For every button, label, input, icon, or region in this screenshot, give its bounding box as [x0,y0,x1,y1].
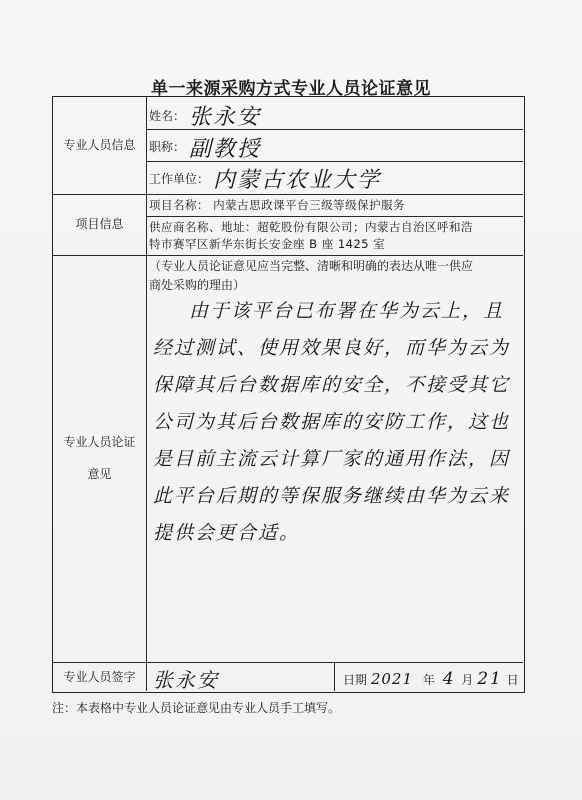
title-handwritten: 副教授 [189,137,262,162]
date-label: 日期 [343,673,368,687]
date-month: 4 [442,669,456,689]
supplier-line-1: 供应商名称、地址：超乾股份有限公司；内蒙古自治区呼和浩 [149,220,473,234]
date-field: 日期 2021 年 4 月 21 日 [343,669,519,689]
opinion-handwritten-text: 由于该平台已布署在华为云上，且经过测试、使用效果良好，而华为云为保障其后台数据库的安全，不接受其它公司为其后台数据库的安防工作，这也是目前主流云计算厂家的通用作法，因此平台后期的等保服务继续由华为云来提供会更合适。 [153,300,511,544]
footnote: 注：本表格中专业人员论证意见由专业人员手工填写。 [52,701,341,715]
supplier-line-2: 特市赛罕区新华东街长安金座 B 座 1425 室 [149,237,386,251]
employer-label: 工作单位： [149,172,210,186]
project-info-label: 项目信息 [75,217,124,231]
opinion-prompt: （专业人员论证意见应当完整、清晰和明确的表达从唯一供应 商处采购的理由） [149,259,474,292]
employer-handwritten: 内蒙古农业大学 [213,168,382,193]
opinion-form [52,96,525,693]
page-title: 单一来源采购方式专业人员论证意见 [151,79,431,99]
signature-handwritten: 张永安 [153,668,219,692]
title-label: 职称： [149,140,186,154]
name-label: 姓名： [149,109,186,123]
project-name: 项目名称： 内蒙古思政课平台三级等级保护服务 [149,198,406,212]
signature-label: 专业人员签字 [63,670,136,684]
date-day: 21 [477,669,503,689]
opinion-label: 专业人员论证 意见 [63,435,136,481]
name-handwritten: 张永安 [189,105,262,130]
date-year: 2021 [370,670,414,688]
expert-info-label: 专业人员信息 [63,138,136,152]
